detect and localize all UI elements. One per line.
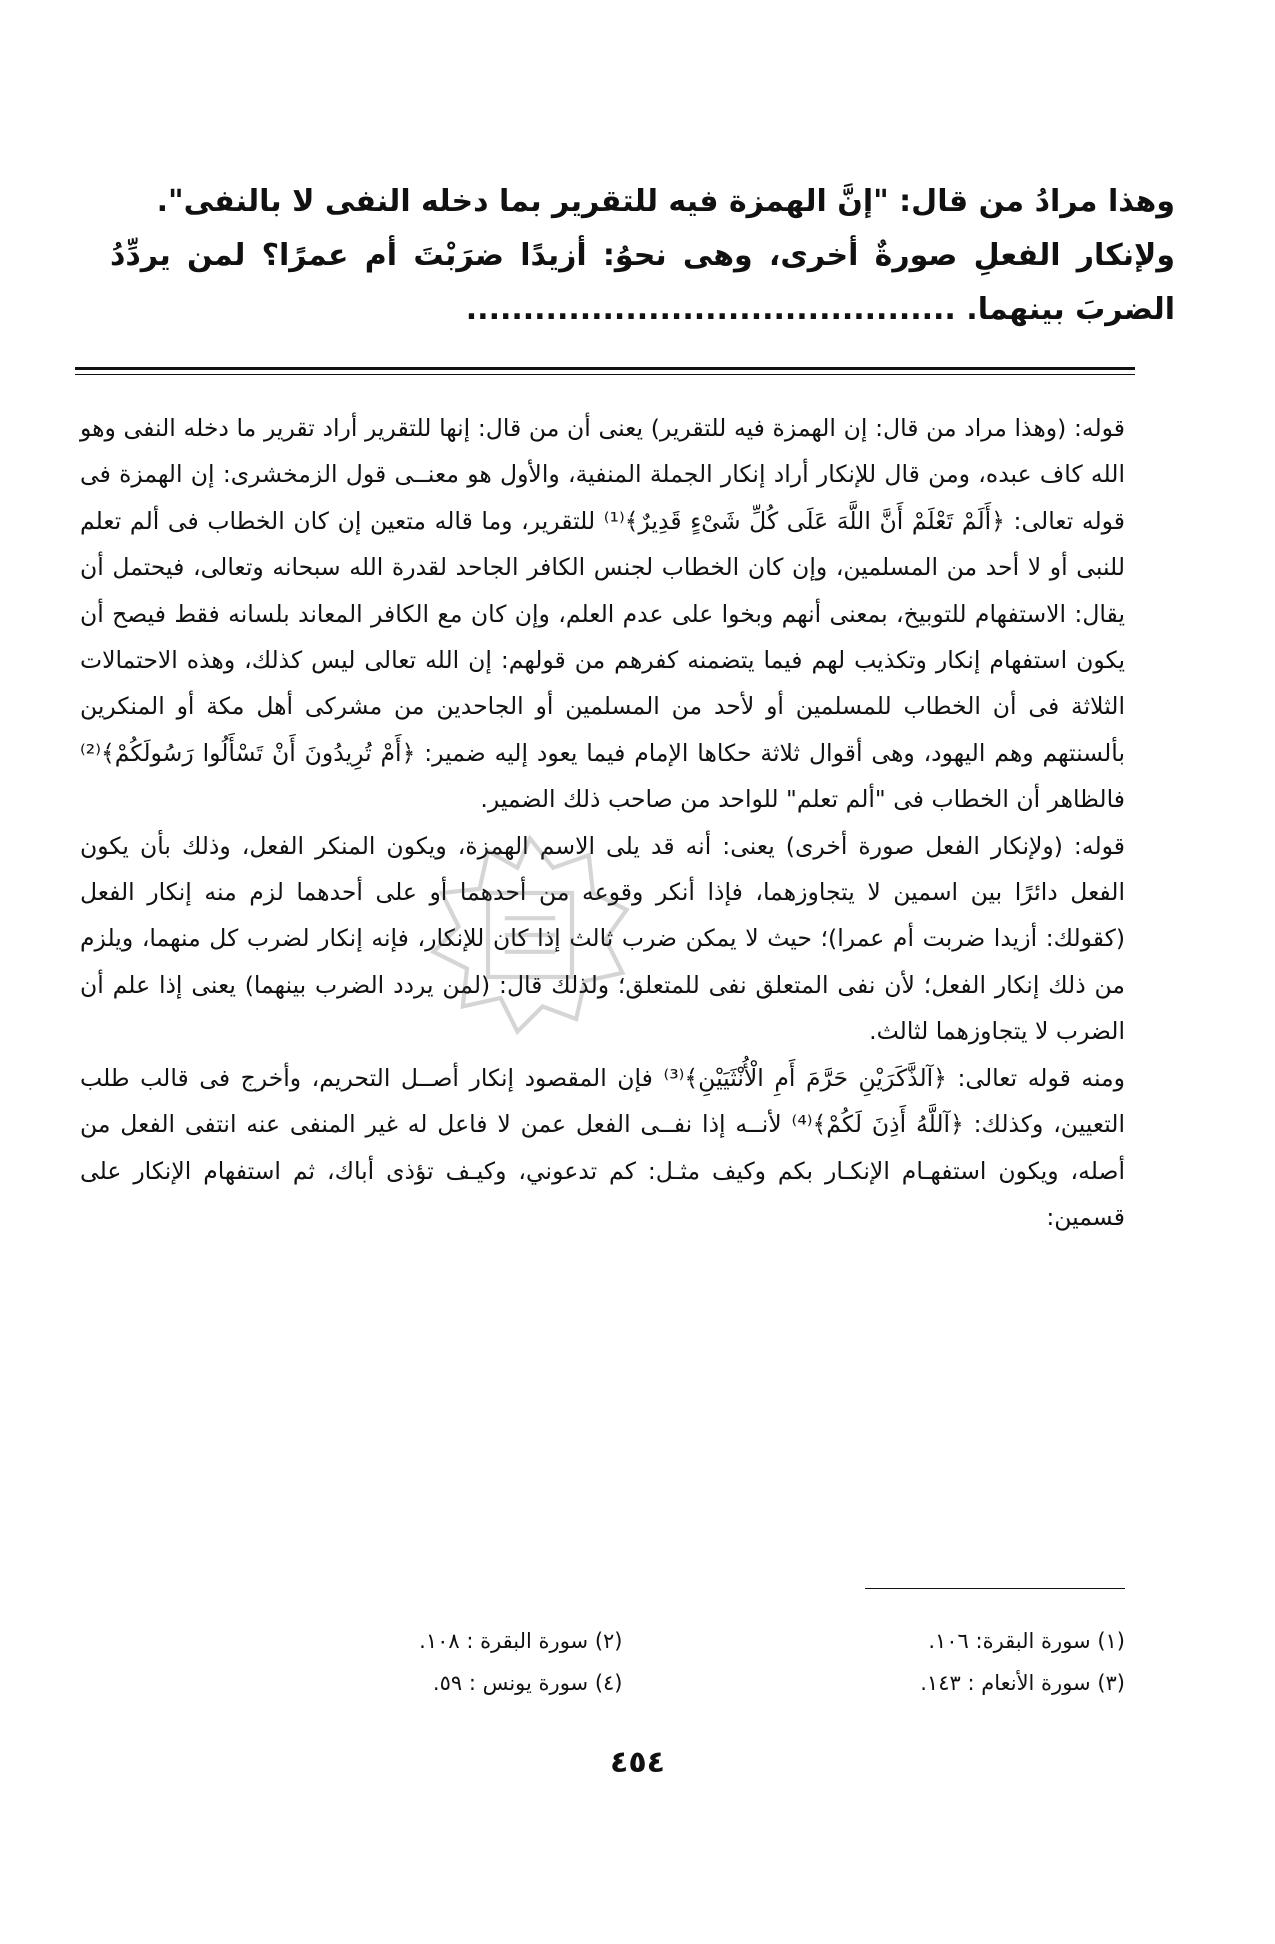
footnote-2: (٢) سورة البقرة : ١٠٨.	[419, 1629, 623, 1653]
dotted-leader: ...........................................	[465, 292, 956, 327]
main-text-line-2-text: ولإنكار الفعلِ صورةٌ أخرى، وهى نحوُ: أزيدًا ضرَبْتَ أم عمرًا؟ لمن يردِّدُ الضربَ بينهما.	[110, 238, 1175, 327]
footnote-3: (٣) سورة الأنعام : ١٤٣.	[920, 1671, 1125, 1695]
footnote-4: (٤) سورة يونس : ٥٩.	[432, 1671, 623, 1695]
separator-rule	[75, 367, 1135, 370]
commentary-paragraph-1: قوله: (وهذا مراد من قال: إن الهمزة فيه للتقرير) يعنى أن من قال: إنها للتقرير أراد تقرير ما دخله النفى وهو الله كاف عبده، ومن قال للإنكار أراد إنكار الجملة المنفية، والأول هو معنــى قول الزمخشرى: إن الهمزة فى قوله تعالى: ﴿أَلَمْ تَعْلَمْ أَنَّ اللَّهَ عَلَى كُلِّ شَىْءٍ قَدِيرٌ﴾⁽¹⁾ للتقرير، وما قاله متعين إن كان الخطاب فى ألم تعلم للنبى أو لا أحد من المسلمين، وإن كان الخطاب لجنس الكافر الجاحد لقدرة الله سبحانه وتعالى، فيحتمل أن يقال: الاستفهام للتوبيخ، بمعنى أنهم وبخوا على عدم العلم، وإن كان مع الكافر المعاند بلسانه فقط فيصح أن يكون استفهام إنكار وتكذيب لهم فيما يتضمنه كفرهم من قولهم: إن الله تعالى ليس كذلك، وهذه الاحتمالات الثلاثة فى أن الخطاب للمسلمين أو لأحد من المسلمين أو الجاحدين من مشركى أهل مكة أو المنكرين بألسنتهم وهم اليهود، وهى أقوال ثلاثة حكاها الإمام فيما يعود إليه ضمير: ﴿أَمْ تُرِيدُونَ أَنْ تَسْأَلُوا رَسُولَكُمْ﴾⁽²⁾ فالظاهر أن الخطاب فى "ألم تعلم" للواحد من صاحب ذلك الضمير.	[80, 414, 1126, 814]
footnote-1: (١) سورة البقرة: ١٠٦.	[928, 1629, 1125, 1653]
page-number: ٤٥٤	[610, 1745, 665, 1780]
main-text	[110, 175, 1175, 337]
footnotes	[120, 1620, 1125, 1704]
commentary-paragraph-3: ومنه قوله تعالى: ﴿آلذَّكَرَيْنِ حَرَّمَ أَمِ الْأُنْثَيَيْنِ﴾⁽³⁾ فإن المقصود إنكار أصــل التحريم، وأخرج فى قالب طلب التعيين، وكذلك: ﴿آللَّهُ أَذِنَ لَكُمْ﴾⁽⁴⁾ لأنــه إذا نفــى الفعل عمن لا فاعل له غير المنفى عنه انتفى الفعل من أصله، ويكون استفهـام الإنكـار بكم وكيف مثـل: كم تدعوني، وكيـف تؤذى أباك، ثم استفهام الإنكار على قسمين:	[80, 1063, 1125, 1231]
footnote-rule	[865, 1588, 1125, 1589]
main-text-line-1: وهذا مرادُ من قال: "إنَّ الهمزة فيه للتقرير بما دخله النفى لا بالنفى".	[156, 184, 1175, 219]
commentary-text	[80, 405, 1125, 1240]
commentary-paragraph-2: قوله: (ولإنكار الفعل صورة أخرى) يعنى: أنه قد يلى الاسم الهمزة، ويكون المنكر الفعل، وذلك بأن يكون الفعل دائرًا بين اسمين لا يتجاوزهما، فإذا أنكر وقوعه من أحدهما أو على أحدهما لزم منه إنكار الفعل (كقولك: أزيدا ضربت أم عمرا)؛ حيث لا يمكن ضرب ثالث إذا كان للإنكار، فإنه إنكار لضرب كل منهما، ويلزم من ذلك إنكار الفعل؛ لأن نفى المتعلق نفى للمتعلق؛ ولذلك قال: (لمن يردد الضرب بينهما) يعنى إذا علم أن الضرب لا يتجاوزهما لثالث.	[80, 831, 1125, 1046]
main-text-line-2	[110, 229, 1175, 337]
separator-rule-thin	[75, 374, 1135, 375]
